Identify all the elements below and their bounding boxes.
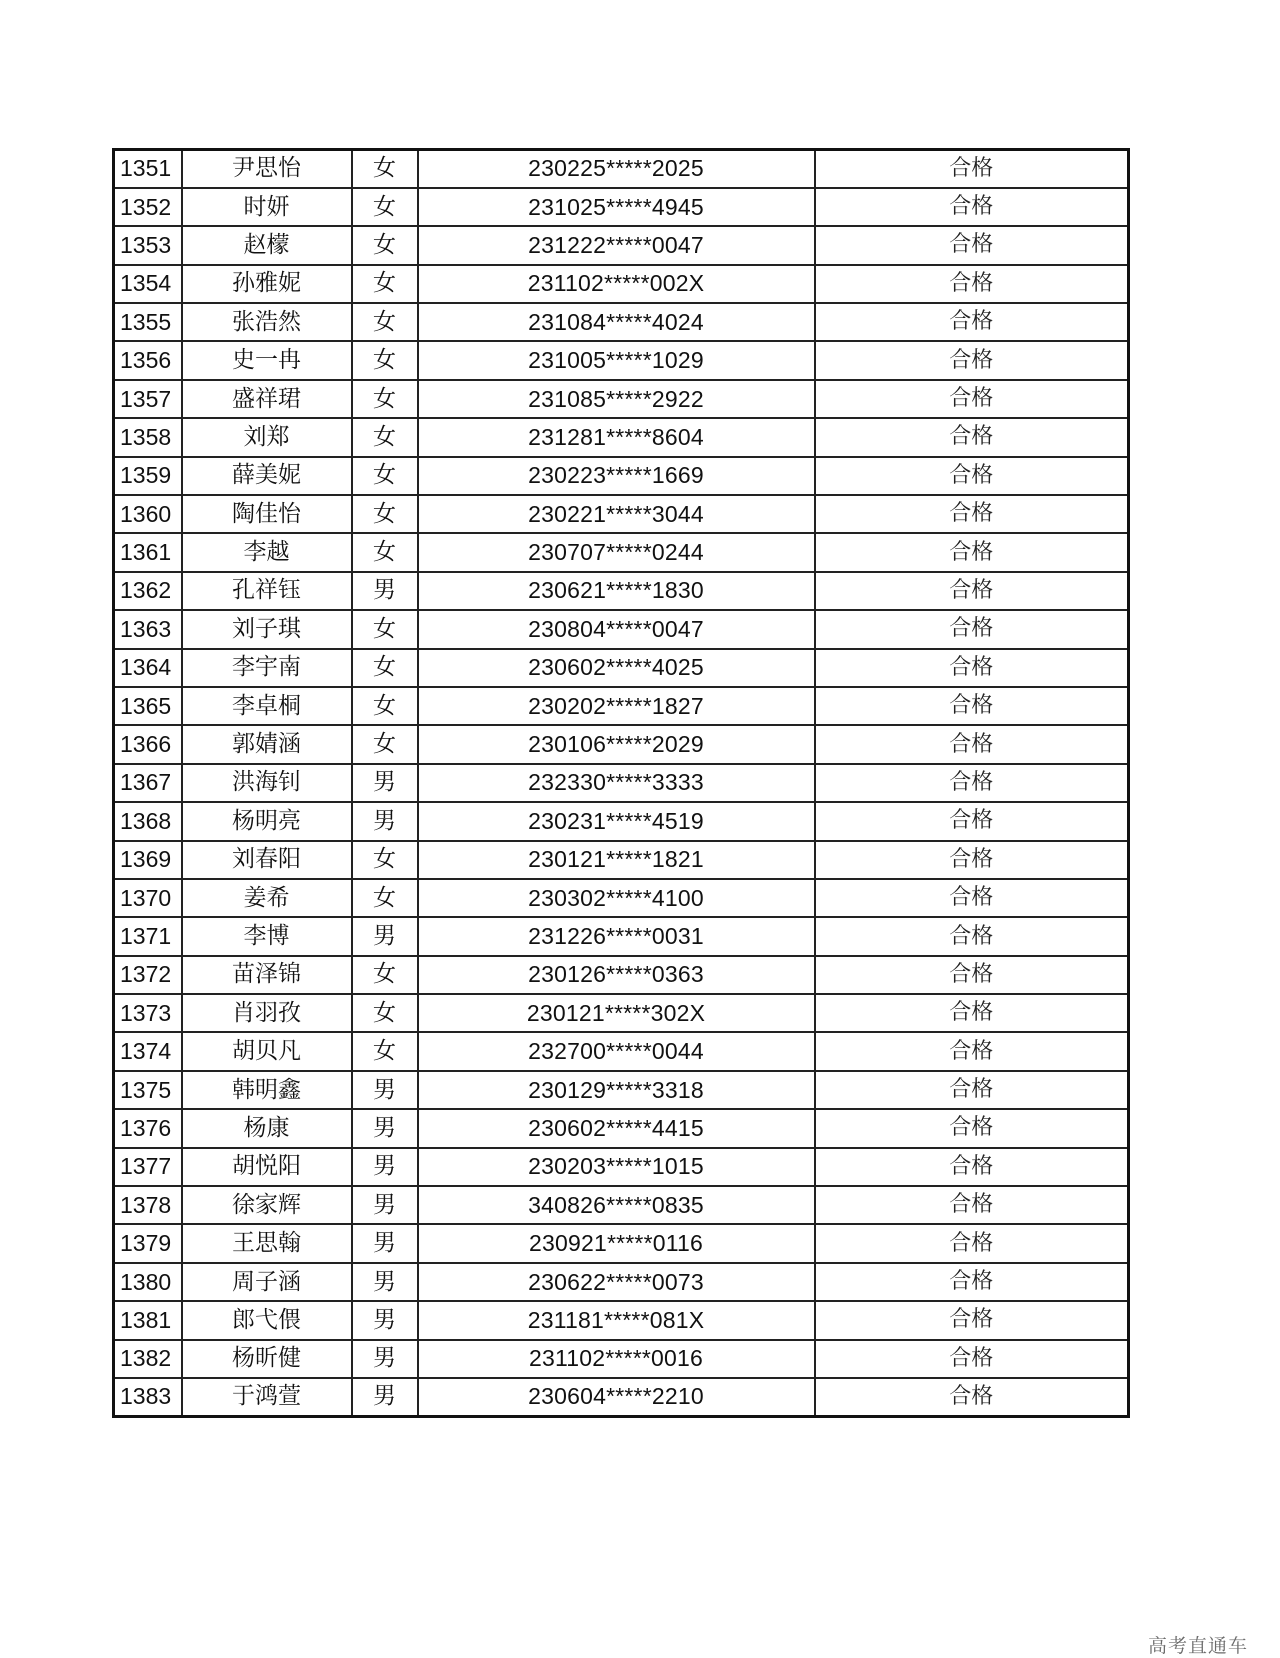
person-name: 李博 xyxy=(182,917,352,955)
table-row xyxy=(114,610,1129,648)
result-status: 合格 xyxy=(815,725,1129,763)
table-row xyxy=(114,687,1129,725)
row-number: 1355 xyxy=(114,303,182,341)
person-name: 刘郑 xyxy=(182,418,352,456)
id-number: 230604*****2210 xyxy=(418,1378,815,1416)
row-number: 1374 xyxy=(114,1032,182,1070)
table-row xyxy=(114,649,1129,687)
row-number: 1361 xyxy=(114,533,182,571)
row-number: 1377 xyxy=(114,1148,182,1186)
id-number: 231226*****0031 xyxy=(418,917,815,955)
gender-cell: 男 xyxy=(352,1340,418,1378)
table-row xyxy=(114,1340,1129,1378)
id-number: 230622*****0073 xyxy=(418,1263,815,1301)
table-row xyxy=(114,1186,1129,1224)
result-status: 合格 xyxy=(815,533,1129,571)
id-number: 230921*****0116 xyxy=(418,1224,815,1262)
table-row xyxy=(114,572,1129,610)
result-status: 合格 xyxy=(815,1032,1129,1070)
row-number: 1359 xyxy=(114,457,182,495)
person-name: 薛美妮 xyxy=(182,457,352,495)
gender-cell: 男 xyxy=(352,1224,418,1262)
gender-cell: 男 xyxy=(352,1378,418,1416)
id-number: 230602*****4025 xyxy=(418,649,815,687)
id-number: 340826*****0835 xyxy=(418,1186,815,1224)
table-row xyxy=(114,303,1129,341)
result-status: 合格 xyxy=(815,1148,1129,1186)
table-row xyxy=(114,1071,1129,1109)
result-status: 合格 xyxy=(949,1383,994,1409)
id-number: 231281*****8604 xyxy=(418,418,815,456)
gender-cell: 女 xyxy=(352,188,418,226)
gender-cell: 女 xyxy=(352,265,418,303)
row-number: 1368 xyxy=(114,802,182,840)
person-name: 洪海钊 xyxy=(182,764,352,802)
result-status: 合格 xyxy=(815,687,1129,725)
result-status: 合格 xyxy=(815,879,1129,917)
table-row xyxy=(114,150,1129,188)
table-row xyxy=(114,533,1129,571)
gender-cell: 男 xyxy=(352,1148,418,1186)
person-name: 盛祥珺 xyxy=(182,380,352,418)
row-number: 1379 xyxy=(114,1224,182,1262)
table-row xyxy=(114,917,1129,955)
person-name: 孔祥钰 xyxy=(182,572,352,610)
table-row xyxy=(114,1148,1129,1186)
id-number: 231102*****002X xyxy=(418,265,815,303)
gender-cell: 男 xyxy=(352,1071,418,1109)
person-name: 苗泽锦 xyxy=(182,956,352,994)
id-number: 231085*****2922 xyxy=(418,380,815,418)
result-status: 合格 xyxy=(815,610,1129,648)
person-name: 徐家辉 xyxy=(182,1186,352,1224)
row-number: 1366 xyxy=(114,725,182,763)
row-number: 1370 xyxy=(114,879,182,917)
row-number: 1381 xyxy=(114,1301,182,1339)
roster-body xyxy=(114,150,1129,1417)
gender-cell: 男 xyxy=(352,802,418,840)
id-number: 230231*****4519 xyxy=(418,802,815,840)
gender-cell: 女 xyxy=(352,687,418,725)
id-number: 231005*****1029 xyxy=(418,341,815,379)
gender-cell: 女 xyxy=(352,303,418,341)
id-number: 230202*****1827 xyxy=(418,687,815,725)
result-status: 合格 xyxy=(815,994,1129,1032)
row-number: 1383 xyxy=(114,1378,182,1416)
row-number: 1357 xyxy=(114,380,182,418)
id-number: 230602*****4415 xyxy=(418,1109,815,1147)
result-status: 合格 xyxy=(815,1186,1129,1224)
result-status: 合格 xyxy=(815,1301,1129,1339)
gender-cell: 女 xyxy=(352,956,418,994)
table-row xyxy=(114,380,1129,418)
gender-cell: 女 xyxy=(352,725,418,763)
gender-cell: 男 xyxy=(352,572,418,610)
id-number: 230621*****1830 xyxy=(418,572,815,610)
table-row xyxy=(114,956,1129,994)
gender-cell: 女 xyxy=(352,610,418,648)
person-name: 史一冉 xyxy=(182,341,352,379)
result-status: 合格 xyxy=(815,649,1129,687)
id-number: 230225*****2025 xyxy=(418,150,815,188)
watermark-text: 高考直通车 xyxy=(1147,1635,1248,1657)
id-number: 230221*****3044 xyxy=(418,495,815,533)
row-number: 1360 xyxy=(114,495,182,533)
id-number: 231222*****0047 xyxy=(418,226,815,264)
person-name: 李越 xyxy=(182,533,352,571)
id-number: 232700*****0044 xyxy=(418,1032,815,1070)
result-status: 合格 xyxy=(815,380,1129,418)
id-number: 231181*****081X xyxy=(418,1301,815,1339)
table-row xyxy=(114,1224,1129,1262)
person-name: 时妍 xyxy=(182,188,352,226)
row-number: 1380 xyxy=(114,1263,182,1301)
gender-cell: 男 xyxy=(352,1301,418,1339)
gender-cell: 女 xyxy=(352,994,418,1032)
person-name: 杨明亮 xyxy=(182,802,352,840)
id-number: 230223*****1669 xyxy=(418,457,815,495)
row-number: 1363 xyxy=(114,610,182,648)
person-name: 于鸿萱 xyxy=(182,1378,352,1416)
result-status: 合格 xyxy=(815,150,1129,188)
id-number: 230126*****0363 xyxy=(418,956,815,994)
result-status: 合格 xyxy=(815,226,1129,264)
table-row xyxy=(114,994,1129,1032)
person-name: 刘春阳 xyxy=(182,841,352,879)
id-number: 232330*****3333 xyxy=(418,764,815,802)
row-number: 1375 xyxy=(114,1071,182,1109)
person-name: 肖羽孜 xyxy=(182,994,352,1032)
result-status: 合格 xyxy=(815,418,1129,456)
id-number: 230203*****1015 xyxy=(418,1148,815,1186)
row-number: 1353 xyxy=(114,226,182,264)
table-row xyxy=(114,1301,1129,1339)
person-name: 郎弋偎 xyxy=(182,1301,352,1339)
person-name: 刘子琪 xyxy=(182,610,352,648)
roster-table xyxy=(112,148,1130,1418)
id-number: 230121*****302X xyxy=(418,994,815,1032)
result-status: 合格 xyxy=(815,303,1129,341)
person-name: 姜希 xyxy=(182,879,352,917)
row-number: 1373 xyxy=(114,994,182,1032)
row-number: 1356 xyxy=(114,341,182,379)
row-number: 1367 xyxy=(114,764,182,802)
id-number: 230121*****1821 xyxy=(418,841,815,879)
gender-cell: 男 xyxy=(352,917,418,955)
result-status: 合格 xyxy=(815,841,1129,879)
person-name: 韩明鑫 xyxy=(182,1071,352,1109)
table-row xyxy=(114,188,1129,226)
table-row xyxy=(114,879,1129,917)
gender-cell: 女 xyxy=(352,649,418,687)
result-status: 合格 xyxy=(815,1224,1129,1262)
gender-cell: 男 xyxy=(352,1263,418,1301)
table-row xyxy=(114,725,1129,763)
table-row xyxy=(114,226,1129,264)
person-name: 郭婧涵 xyxy=(182,725,352,763)
row-number: 1376 xyxy=(114,1109,182,1147)
person-name: 周子涵 xyxy=(182,1263,352,1301)
id-number: 231084*****4024 xyxy=(418,303,815,341)
gender-cell: 男 xyxy=(352,1109,418,1147)
person-name: 尹思怡 xyxy=(182,150,352,188)
gender-cell: 男 xyxy=(352,1186,418,1224)
gender-cell: 女 xyxy=(352,841,418,879)
gender-cell: 女 xyxy=(352,380,418,418)
id-number: 230106*****2029 xyxy=(418,725,815,763)
result-status: 合格 xyxy=(815,188,1129,226)
person-name: 张浩然 xyxy=(182,303,352,341)
gender-cell: 女 xyxy=(352,495,418,533)
table-row xyxy=(114,418,1129,456)
person-name: 胡贝凡 xyxy=(182,1032,352,1070)
row-number: 1372 xyxy=(114,956,182,994)
table-row xyxy=(114,1109,1129,1147)
result-status: 合格 xyxy=(815,917,1129,955)
gender-cell: 女 xyxy=(352,150,418,188)
row-number: 1378 xyxy=(114,1186,182,1224)
table-row xyxy=(114,1032,1129,1070)
id-number: 230302*****4100 xyxy=(418,879,815,917)
row-number: 1352 xyxy=(114,188,182,226)
result-status: 合格 xyxy=(815,457,1129,495)
gender-cell: 女 xyxy=(352,457,418,495)
person-name: 李卓桐 xyxy=(182,687,352,725)
result-status: 合格 xyxy=(815,1340,1129,1378)
row-number: 1354 xyxy=(114,265,182,303)
gender-cell: 女 xyxy=(352,533,418,571)
result-status: 合格 xyxy=(815,1071,1129,1109)
row-number: 1365 xyxy=(114,687,182,725)
row-number: 1369 xyxy=(114,841,182,879)
id-number: 230129*****3318 xyxy=(418,1071,815,1109)
result-status: 合格 xyxy=(815,265,1129,303)
gender-cell: 女 xyxy=(352,341,418,379)
gender-cell: 男 xyxy=(352,764,418,802)
person-name: 王思翰 xyxy=(182,1224,352,1262)
result-status: 合格 xyxy=(815,802,1129,840)
id-number: 230707*****0244 xyxy=(418,533,815,571)
table-row xyxy=(114,764,1129,802)
table-row xyxy=(114,265,1129,303)
table-row xyxy=(114,802,1129,840)
gender-cell: 女 xyxy=(352,1032,418,1070)
result-status: 合格 xyxy=(815,1263,1129,1301)
id-number: 230804*****0047 xyxy=(418,610,815,648)
row-number: 1358 xyxy=(114,418,182,456)
id-number: 231102*****0016 xyxy=(418,1340,815,1378)
row-number: 1364 xyxy=(114,649,182,687)
gender-cell: 女 xyxy=(352,418,418,456)
person-name: 孙雅妮 xyxy=(182,265,352,303)
table-row xyxy=(114,1263,1129,1301)
table-row xyxy=(114,495,1129,533)
result-status: 合格 xyxy=(815,495,1129,533)
row-number: 1382 xyxy=(114,1340,182,1378)
id-number: 231025*****4945 xyxy=(418,188,815,226)
row-number: 1351 xyxy=(114,150,182,188)
table-row xyxy=(114,457,1129,495)
gender-cell: 女 xyxy=(352,226,418,264)
person-name: 李宇南 xyxy=(182,649,352,687)
table-row xyxy=(114,1378,1129,1416)
table-row xyxy=(114,341,1129,379)
row-number: 1371 xyxy=(114,917,182,955)
gender-cell: 女 xyxy=(352,879,418,917)
person-name: 陶佳怡 xyxy=(182,495,352,533)
person-name: 杨昕健 xyxy=(182,1340,352,1378)
person-name: 杨康 xyxy=(182,1109,352,1147)
table-row xyxy=(114,841,1129,879)
result-status: 合格 xyxy=(815,1109,1129,1147)
result-status: 合格 xyxy=(815,572,1129,610)
person-name: 胡悦阳 xyxy=(182,1148,352,1186)
result-status: 合格 xyxy=(815,341,1129,379)
result-status: 合格 xyxy=(815,956,1129,994)
row-number: 1362 xyxy=(114,572,182,610)
result-status: 合格 xyxy=(815,764,1129,802)
person-name: 赵檬 xyxy=(182,226,352,264)
